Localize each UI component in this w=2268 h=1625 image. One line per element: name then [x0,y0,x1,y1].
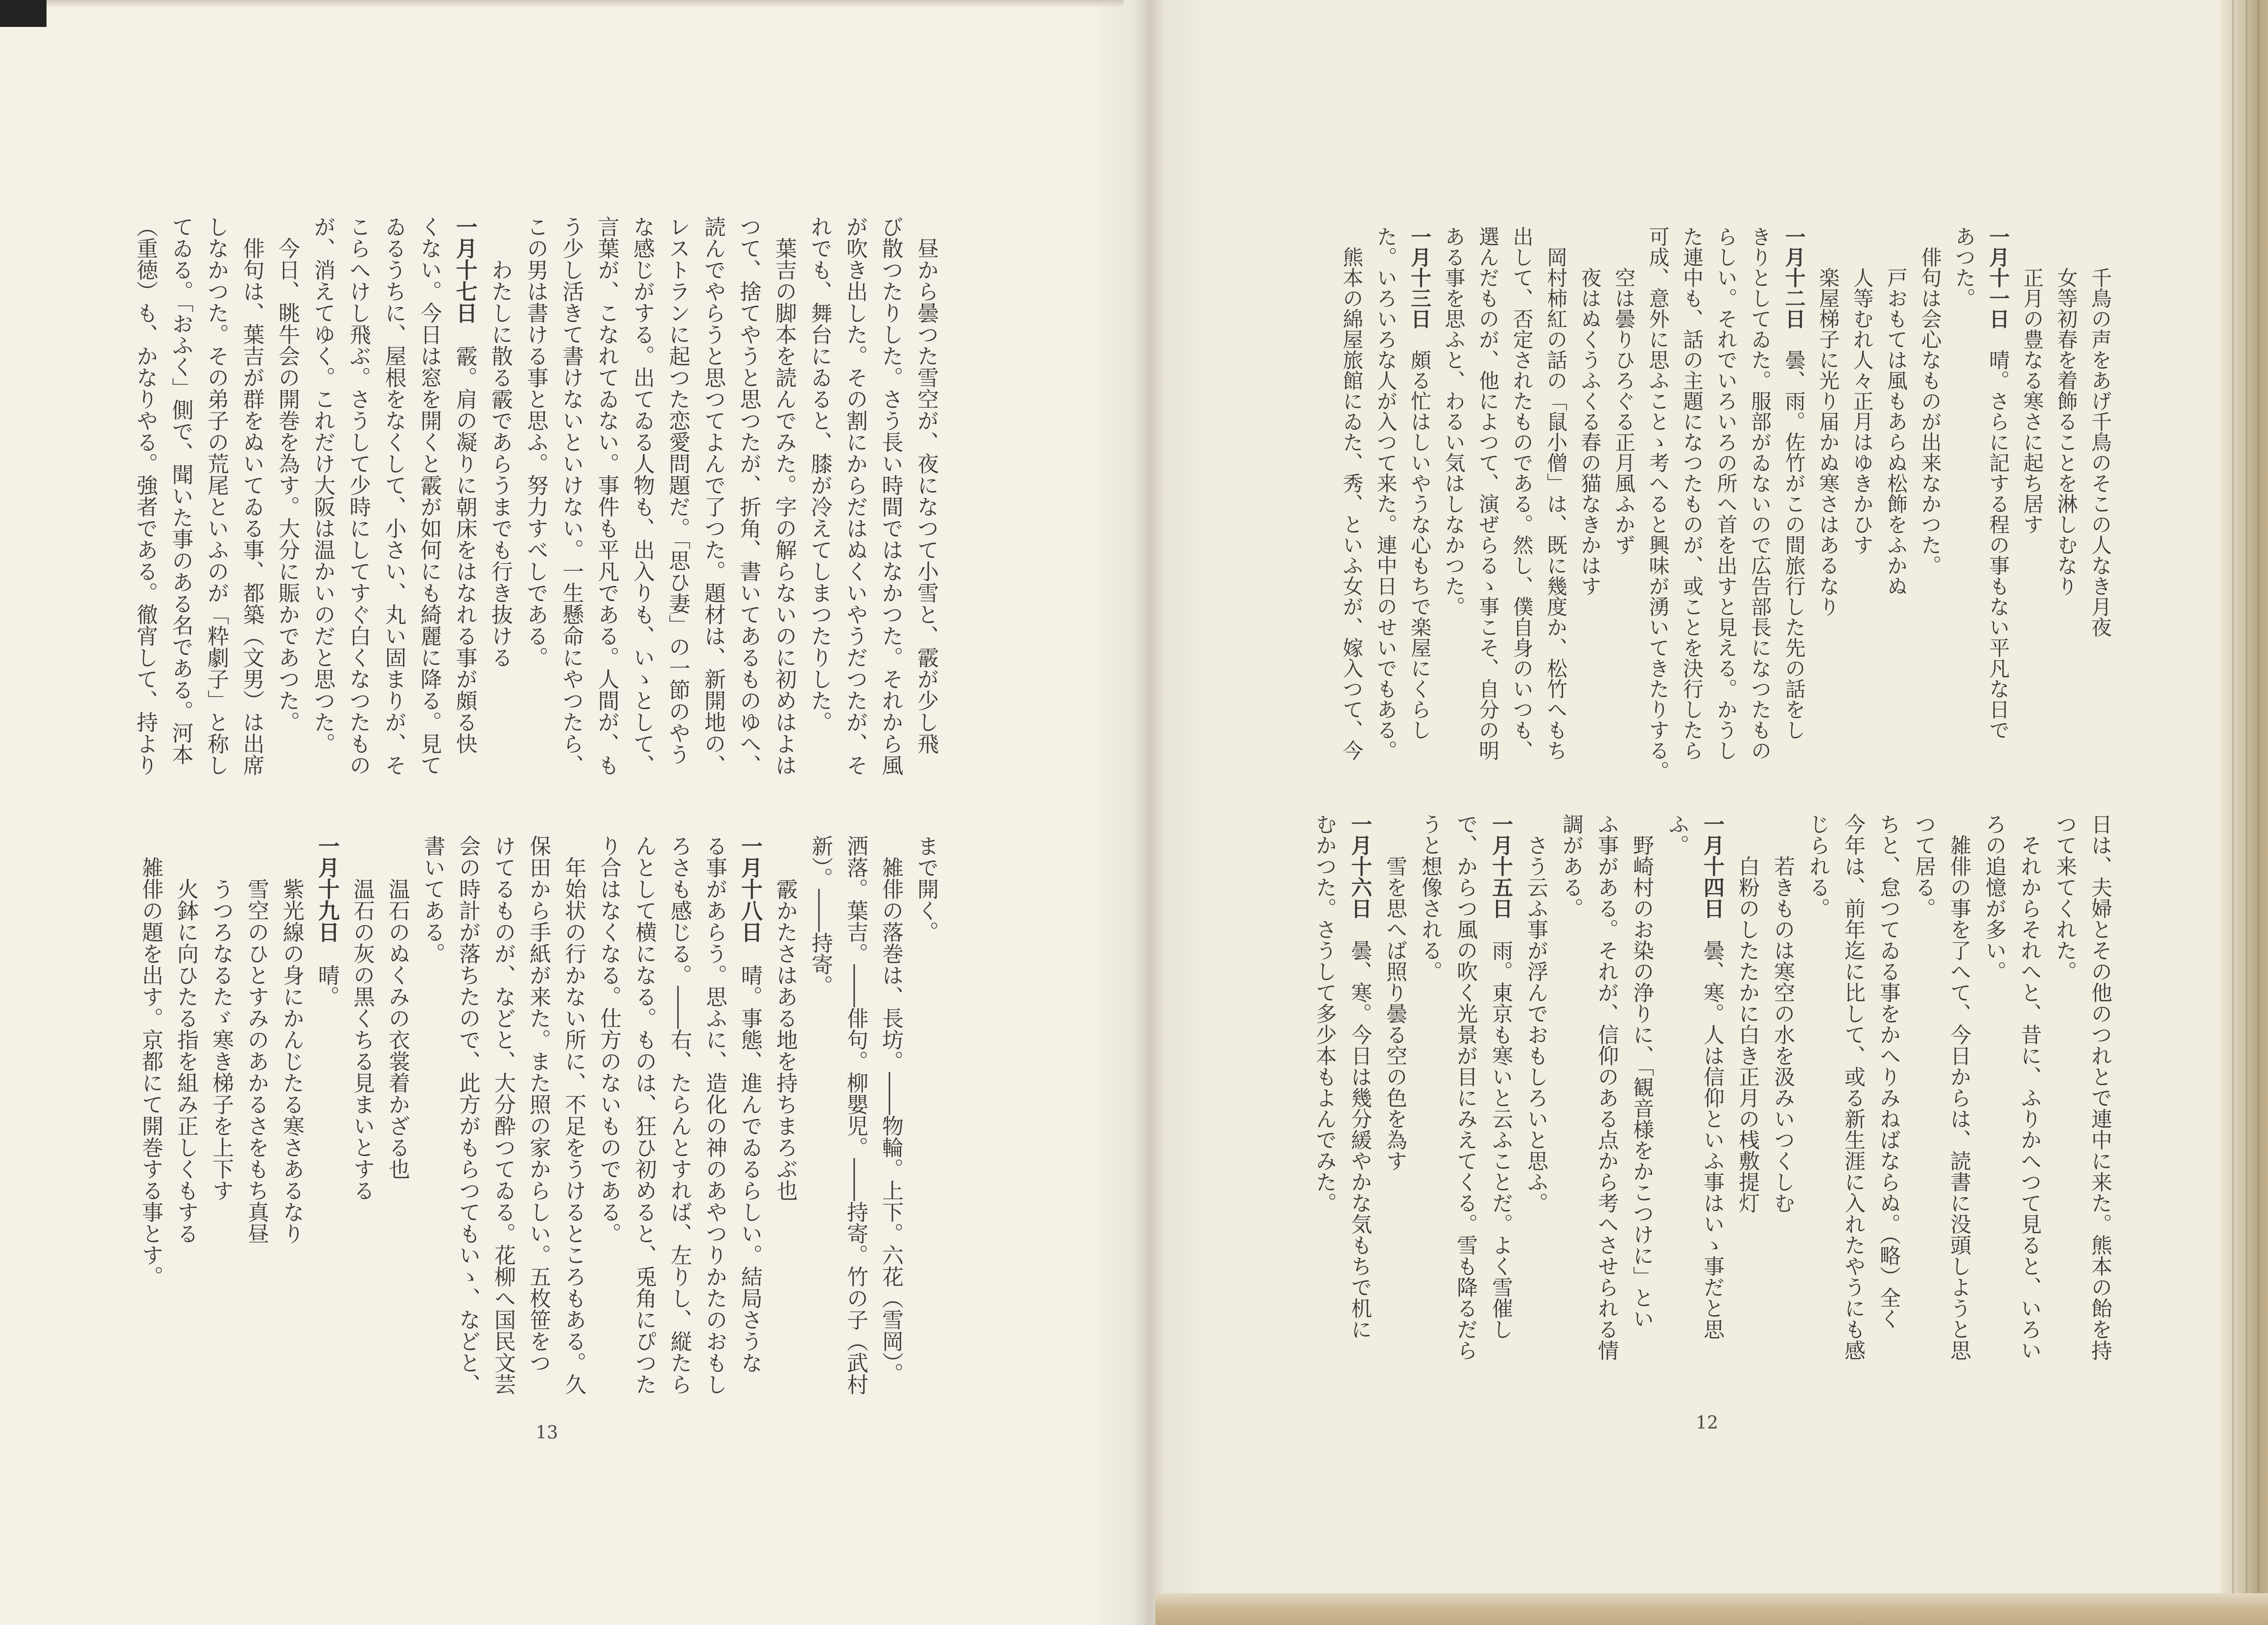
haiku-column: 楽屋梯子に光り届かぬ寒さはあるなり [1816,267,1840,617]
right-page [1146,0,2268,1625]
entry-date: 一月十三日 [1408,226,1432,329]
scan-top-edge [47,0,1123,8]
entry-text: 雨。東京も寒いと云ふことだ。よく雪催し [1489,940,1513,1340]
haiku-column: 千鳥の声をあげ千鳥のそこの人なき月夜 [2088,267,2112,637]
book-gutter-shadow [1092,0,1209,1625]
entry-text: 曇、寒。今日は幾分緩やかな気もちで机に [1348,940,1372,1340]
diary-entry-column [1695,813,1730,1381]
entry-date: 一月十四日 [1700,813,1725,919]
text-column: が、消えてゆく。これだけ大阪は温かいのだと思つた。 [310,216,335,754]
text-column: ある事を思ふと、わるい気はしなかつた。 [1442,226,1466,617]
haiku-column: 雪を思へば照り曇る空の色を為す [1383,856,1407,1171]
text-column: 俳句は、葉吉が群をぬいてゐる事、都築（文男）は出席 [239,237,264,776]
scan-corner-shadow [0,0,47,27]
entry-date: 一月十九日 [314,835,339,943]
text-column: な感じがする。出てゐる人物も、出入りも、いゝとして、 [630,216,655,776]
haiku-column: わたしに散る霰であらうまでも行き抜ける [488,259,513,668]
haiku-column: 空は曇りひろぐる正月風ふかず [1612,267,1636,555]
text-column: た連中も、話の主題になつたものが、或ことを決行したら [1680,226,1704,761]
book-cover-edge [1155,1593,2268,1625]
diary-entry-column [446,216,482,784]
text-column: び散つたりした。さう長い時間ではなかつた。それから風 [878,216,903,776]
text-column: 読んでやらうと思つてよんで了つた。題材は、新開地の、 [701,216,725,776]
text-column: ろの追憶が多い。 [1982,813,2007,982]
text-column: 雑俳の落巻は、長坊。――物輪。上下。六花（雪岡）。 [878,857,903,1384]
haiku-column: 夜はぬくうふくる春の猫なきかはす [1578,267,1602,596]
text-column: 選んだものが、他によつて、演ぜらるゝ事こそ、自分の明 [1476,226,1500,761]
haiku-column: 火鉢に向ひたる指を組み正しくもする [173,878,198,1244]
text-column: り合はなくなる。仕方のないものである。 [596,835,621,1244]
text-column: 岡村柿紅の話の「鼠小僧」は、既に幾度か、松竹へもち [1544,247,1568,761]
text-column: んとして横になる。ものは、狂ひ初めると、兎角にぴつた [631,835,656,1395]
text-column: ろさも感じる。――右、たらんとすれば、左りし、縦たら [667,835,692,1395]
entry-date: 一月十六日 [1348,813,1372,919]
text-column: 雑俳の題を出す。京都にて開巻する事とす。 [138,857,163,1287]
text-column: あつた。 [1952,226,1976,308]
entry-text: 晴。 [314,964,339,1007]
haiku-column: うつろなるたゞ寒き梯子を上下す [209,878,234,1201]
entry-date: 一月十七日 [452,216,477,324]
text-column: らしい。それでいろいろの所へ首を出すと見える。かうし [1714,226,1738,761]
text-column: ふ事がある。それが、信仰のある点から考へさせられる情 [1594,813,1619,1361]
text-column: けてるものが、などと、大分酔つてゐる。花柳へ国民文芸 [491,835,515,1395]
diary-entry-column [1342,813,1378,1381]
text-column: つて居る。 [1912,813,1936,919]
text-column: 保田から手紙が来た。また照の家からしい。五枚笹をつ [526,835,551,1373]
entry-date: 一月十二日 [1782,226,1806,329]
haiku-column: 戸おもては風もあらぬ松飾をふかぬ [1884,267,1908,596]
haiku-column: 正月の豊なる寒さに起ち居す [2020,267,2044,534]
book-page-edges [2220,0,2268,1625]
text-column: つて、捨てやうと思つたが、折角、書いてあるものゆへ、 [736,216,761,776]
text-column: てゐる。「おふく」側で、聞いた事のある名である。河本 [168,216,193,765]
text-column: 野崎村のお染の浄りに、「観音様をかこつけに」とい [1630,835,1654,1329]
entry-text: 霰。肩の凝りに朝床をはなれる事が頗る快 [452,345,477,754]
diary-entry-column [309,835,344,1403]
text-column: くない。今日は窓を開くと霰が如何にも綺麗に降る。見て [417,216,442,776]
haiku-column: 若きものは寒空の水を汲みいつくしむ [1771,856,1795,1213]
page-edge-line [2232,0,2234,1625]
lower-text-block [133,835,943,1403]
text-column: 俳句は会心なものが出来なかつた。 [1918,247,1942,576]
text-column: 書いてある。 [420,835,445,964]
text-column: こらへけし飛ぶ。さうして少時にしてすぐ白くなつたもの [346,216,371,776]
text-column: きりとしてゐた。服部がゐないので広告部長になつたもの [1748,226,1772,761]
text-column: る事があらう。思ふに、造化の神のあやつりかたのおもし [702,835,727,1395]
text-column: 出して、否定されたものである。然し、僕自身のいつも、 [1510,226,1534,761]
text-column: 年始状の行かない所に、不足をうけるところもある。久 [561,857,586,1395]
haiku-column: 人等むれ人々正月はゆきかひす [1850,267,1874,555]
page-number: 13 [536,1423,558,1443]
text-column: レストランに起つた恋愛問題だ。「思ひ妻」の一節のやう [665,216,690,765]
diary-entry-column [732,835,767,1403]
text-column: 今年は、前年迄に比して、或る新生涯に入れたやうにも感 [1841,813,1866,1361]
text-column: つて来てくれた。 [2053,813,2077,982]
text-column: ちと、怠つてゐる事をかへりみねばならぬ。（略）全く [1876,813,1901,1329]
entry-date: 一月十一日 [1986,226,2011,329]
text-column: う少し活きて書けないといけない。一生懸命にやつたら、 [559,216,584,776]
text-column: 可成、意外に思ふことゝ考へると興味が湧いてきたりする。 [1646,226,1670,781]
page-edge-line [2246,0,2247,1625]
text-column: 雑俳の事を了へて、今日からは、読書に没頭しようと思 [1947,835,1971,1361]
text-column: ゐるうちに、屋根をなくして、小さい、丸い固まりが、そ [381,216,406,776]
text-column: 熊本の綿屋旅館にゐた、秀、といふ女が、嫁入つて、今 [1340,247,1364,761]
text-column: 新）。――持寄。 [808,835,833,997]
lower-text-block [1307,813,2118,1381]
text-column: さう云ふ事が浮んでおもしろいと思ふ。 [1524,835,1548,1213]
entry-date: 一月十八日 [737,835,762,943]
page-edge-line [2258,0,2259,1625]
haiku-column: 温石の灰の黒くちる見まいとする [350,878,374,1201]
text-column: 日は、夫婦とその他のつれとで連中に来た。熊本の飴を持 [2088,813,2112,1361]
text-column: それからそれへと、昔に、ふりかへつて見ると、いろい [2017,835,2042,1361]
haiku-column: 紫光線の身にかんじたる寒さあるなり [279,878,304,1244]
text-column: で、からつ風の吹く光景が目にみえてくる。雪も降るだら [1453,813,1478,1361]
entry-text: 晴。さらに記する程の事もない平凡な日で [1986,349,2011,740]
text-column: 言葉が、こなれてゐない。事件も平凡である。人間が、も [594,216,619,776]
haiku-column: 霰かたさはある地を持ちまろぶ也 [772,878,797,1201]
entry-text: 曇、寒。人は信仰といふ事はいゝ事だと思 [1700,940,1725,1340]
text-column: た。いろいろな人が入つて来た。連中日のせいでもある。 [1374,226,1398,761]
text-column: 葉吉の脚本を読んでみた。字の解らないのに初めはよは [772,237,796,776]
entry-text: 頗る忙はしいやうな心もちで楽屋にくらし [1408,349,1432,740]
text-column: 調がある。 [1559,813,1584,919]
diary-entry-column [1777,226,1811,794]
text-column: れでも、舞台にゐると、膝が冷えてしまつたりした。 [807,216,832,733]
entry-text: 晴。事態、進んでゐるらしい。結局さうな [737,964,762,1373]
text-column: が吹き出した。その割にからだはぬくいやうだつたが、そ [842,216,867,776]
page-number: 12 [1696,1413,1718,1433]
diary-entry-column [1483,813,1519,1381]
upper-text-block [1334,226,2117,794]
diary-entry-column [1403,226,1437,794]
text-column: 洒落。葉吉。――俳句。柳嬰児。――持寄。竹の子（武村 [843,835,868,1395]
haiku-column: 白粉のしたたかに白き正月の桟敷提灯 [1735,856,1760,1213]
upper-text-block [127,216,943,784]
text-column: じられる。 [1806,813,1830,919]
text-column: この男は書ける事と思ふ。努力すべしである。 [523,216,548,668]
haiku-column: 温石のぬくみの衣裳着かざる也 [385,878,410,1180]
text-column: 会の時計が落ちたので、此方がもらつてもいゝ、などと、 [455,835,480,1395]
entry-date: 一月十五日 [1489,813,1513,919]
diary-entry-column [1981,226,2015,794]
haiku-column: 女等初春を着飾ることを淋しむなり [2054,267,2079,596]
text-column: しなかつた。その弟子の荒尾といふのが「粋劇子」と称し [204,216,229,776]
text-column: うと想像される。 [1418,813,1443,982]
text-column: ふ。 [1665,813,1689,856]
entry-text: 曇、雨。佐竹がこの間旅行した先の話をし [1782,349,1806,740]
text-column: 昼から曇つた雪空が、夜になつて小雪と、霰が少し飛 [913,237,938,754]
haiku-column: 雪空のひとすみのあかるさをもち真昼 [244,878,269,1244]
text-column: まで開く。 [913,835,938,943]
text-column: 今日、眺牛会の開巻を為す。大分に賑かであつた。 [275,237,300,733]
text-column: （重徳）も、かなりやる。強者である。徹宵して、持より [133,216,158,776]
text-column: むかつた。さうして多少本もよんでみた。 [1312,813,1337,1213]
